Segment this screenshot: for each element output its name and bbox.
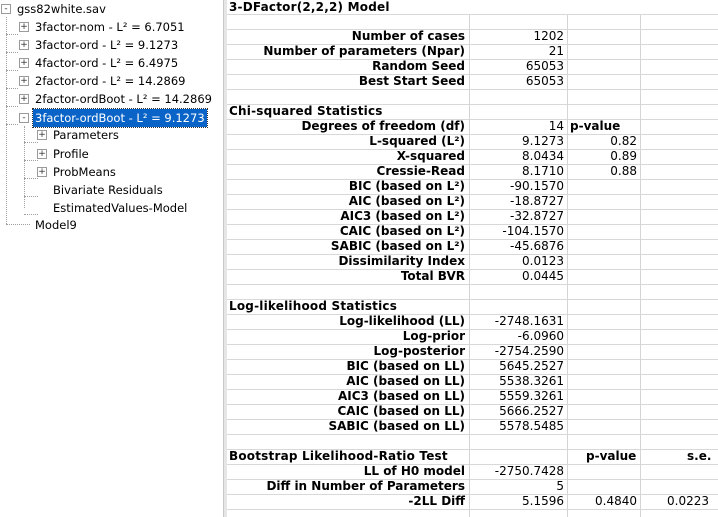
- tree-child-item-label: Bivariate Residuals: [53, 183, 163, 197]
- ll-row: [227, 314, 718, 329]
- chi-row: [227, 164, 718, 179]
- tree-model-item-label: 2factor-ordBoot - L² = 14.2869: [35, 92, 212, 106]
- boot-header-row: [227, 449, 718, 464]
- chi-row: [227, 269, 718, 284]
- stat-label: Best Start Seed: [358, 74, 465, 88]
- chi-header-row: [227, 104, 718, 119]
- stat-label: Number of parameters (Npar): [263, 44, 465, 58]
- tree-model-item[interactable]: [0, 72, 223, 90]
- p-value: 0.82: [610, 134, 637, 148]
- stat-value: 0.0445: [522, 269, 564, 283]
- chi-row: [227, 134, 718, 149]
- stat-value: 1202: [533, 29, 564, 43]
- stat-label: Number of cases: [351, 29, 465, 43]
- ll-row: [227, 404, 718, 419]
- chi-row: [227, 239, 718, 254]
- stat-value: 5666.2527: [499, 404, 564, 418]
- tree-model-item[interactable]: [0, 36, 223, 54]
- stat-label: CAIC (based on LL): [337, 404, 465, 418]
- stat-value: 5538.3261: [499, 374, 564, 388]
- section-header: Log-likelihood Statistics: [229, 299, 398, 313]
- stat-value: 65053: [525, 59, 564, 73]
- ll-row: [227, 344, 718, 359]
- grid-row-line: [227, 509, 718, 510]
- tree-child-item-label: ProbMeans: [53, 165, 116, 179]
- stat-label: Dissimilarity Index: [338, 254, 465, 268]
- stat-label: BIC (based on LL): [346, 359, 465, 373]
- stat-label: LL of H0 model: [363, 464, 465, 478]
- stat-label: -2LL Diff: [408, 494, 465, 508]
- expand-toggle-icon[interactable]: +: [38, 130, 46, 140]
- column-header: s.e.: [687, 449, 712, 463]
- collapse-toggle-icon[interactable]: -: [1, 4, 11, 14]
- ll-row: [227, 359, 718, 374]
- boot-row: [227, 479, 718, 494]
- stat-value: 5578.5485: [499, 419, 564, 433]
- chi-row: [227, 179, 718, 194]
- stat-value: -32.8727: [510, 209, 564, 223]
- stat-label: Log-posterior: [373, 344, 465, 358]
- grid-row-line: [227, 434, 718, 435]
- chi-row: [227, 149, 718, 164]
- stat-value: 9.1273: [522, 134, 564, 148]
- column-header: p-value: [570, 119, 621, 133]
- tree-model-item-label: 3factor-nom - L² = 6.7051: [35, 20, 185, 34]
- stat-value: 8.0434: [522, 149, 564, 163]
- stat-value: 5: [556, 479, 564, 493]
- stat-label: Diff in Number of Parameters: [266, 479, 465, 493]
- stat-label: Log-prior: [402, 329, 465, 343]
- p-value: 0.88: [610, 164, 637, 178]
- ll-row: [227, 374, 718, 389]
- grid-row-line: [227, 89, 718, 90]
- stat-value: 0.0123: [522, 254, 564, 268]
- tree-child-item-label: Parameters: [53, 128, 119, 142]
- stat-label: Random Seed: [372, 59, 465, 73]
- stat-label: Total BVR: [400, 269, 465, 283]
- tree-child-item[interactable]: [0, 181, 223, 199]
- stat-value: 5645.2527: [499, 359, 564, 373]
- ll-header-row: [227, 299, 718, 314]
- output-title: 3-DFactor(2,2,2) Model: [229, 0, 390, 14]
- summary-row: [227, 59, 718, 74]
- stat-label: AIC (based on L²): [348, 194, 465, 208]
- stat-value: 65053: [525, 74, 564, 88]
- expand-toggle-icon[interactable]: +: [20, 22, 28, 32]
- tree-model-item[interactable]: [0, 109, 223, 127]
- tree-child-item-label: EstimatedValues-Model: [53, 201, 188, 215]
- tree-model-item-label: 3factor-ordBoot - L² = 9.1273: [35, 111, 205, 125]
- expand-toggle-icon[interactable]: +: [20, 94, 28, 104]
- model-tree-panel: [0, 0, 223, 517]
- stat-label: SABIC (based on LL): [328, 419, 465, 433]
- tree-model-item-label: 2factor-ord - L² = 14.2869: [35, 74, 186, 88]
- stat-value: 8.1710: [522, 164, 564, 178]
- expand-toggle-icon[interactable]: +: [38, 167, 46, 177]
- output-grid: [227, 0, 718, 517]
- boot-row: [227, 464, 718, 479]
- expand-toggle-icon[interactable]: +: [38, 149, 46, 159]
- stat-label: L-squared (L²): [369, 134, 465, 148]
- tree-child-item[interactable]: [0, 145, 223, 163]
- stat-label: SABIC (based on L²): [330, 239, 465, 253]
- summary-row: [227, 29, 718, 44]
- ll-row: [227, 329, 718, 344]
- stat-value: 14: [548, 119, 564, 133]
- tree-model-item[interactable]: [0, 54, 223, 72]
- summary-row: [227, 44, 718, 59]
- stat-value: -18.8727: [510, 194, 564, 208]
- summary-row: [227, 74, 718, 89]
- stat-label: Cressie-Read: [376, 164, 465, 178]
- stat-label: AIC3 (based on L²): [340, 209, 465, 223]
- chi-row: [227, 224, 718, 239]
- expand-toggle-icon[interactable]: +: [20, 58, 28, 68]
- se-value: 0.0223: [667, 494, 709, 508]
- stat-value: -104.1570: [502, 224, 564, 238]
- tree-model-item-label: 4factor-ord - L² = 6.4975: [35, 56, 179, 70]
- stat-label: BIC (based on L²): [348, 179, 465, 193]
- output-title-row: [227, 0, 718, 15]
- section-header: Chi-squared Statistics: [229, 104, 383, 118]
- stat-value: 21: [548, 44, 564, 58]
- stat-label: Log-likelihood (LL): [339, 314, 465, 328]
- tree-child-item[interactable]: [0, 126, 223, 144]
- p-value: 0.4840: [595, 494, 637, 508]
- column-header: p-value: [586, 449, 637, 463]
- stat-label: AIC3 (based on LL): [337, 389, 465, 403]
- chi-row: [227, 209, 718, 224]
- stat-value: -90.1570: [510, 179, 564, 193]
- tree-model-item-label: 3factor-ord - L² = 9.1273: [35, 38, 179, 52]
- tree-child-item[interactable]: [0, 199, 223, 217]
- stat-value: 5.1596: [522, 494, 564, 508]
- expand-toggle-icon[interactable]: +: [20, 40, 28, 50]
- chi-row: [227, 254, 718, 269]
- tree-child-item-label: Profile: [53, 147, 89, 161]
- ll-row: [227, 389, 718, 404]
- ll-row: [227, 419, 718, 434]
- stat-label: AIC (based on LL): [346, 374, 465, 388]
- stat-value: 5559.3261: [499, 389, 564, 403]
- stat-value: -6.0960: [517, 329, 564, 343]
- tree-root-file-label: gss82white.sav: [17, 2, 106, 16]
- stat-value: -2754.2590: [494, 344, 564, 358]
- p-value: 0.89: [610, 149, 637, 163]
- chi-row: [227, 194, 718, 209]
- tree-model-item[interactable]: [0, 90, 223, 108]
- chi-row: [227, 119, 718, 134]
- tree-model-item-label: Model9: [35, 218, 77, 232]
- expand-toggle-icon[interactable]: +: [20, 76, 28, 86]
- tree-model-item[interactable]: [0, 216, 223, 234]
- stat-value: -2750.7428: [494, 464, 564, 478]
- stat-label: Degrees of freedom (df): [301, 119, 465, 133]
- section-header: Bootstrap Likelihood-Ratio Test: [229, 449, 448, 463]
- stat-label: CAIC (based on L²): [339, 224, 465, 238]
- stat-value: -2748.1631: [494, 314, 564, 328]
- stat-label: X-squared: [396, 149, 465, 163]
- stat-value: -45.6876: [510, 239, 564, 253]
- collapse-toggle-icon[interactable]: -: [19, 113, 29, 123]
- tree-model-item[interactable]: [0, 18, 223, 36]
- grid-row-line: [227, 284, 718, 285]
- tree-child-item[interactable]: [0, 163, 223, 181]
- tree-root-file[interactable]: [0, 0, 223, 18]
- boot-row: [227, 494, 718, 509]
